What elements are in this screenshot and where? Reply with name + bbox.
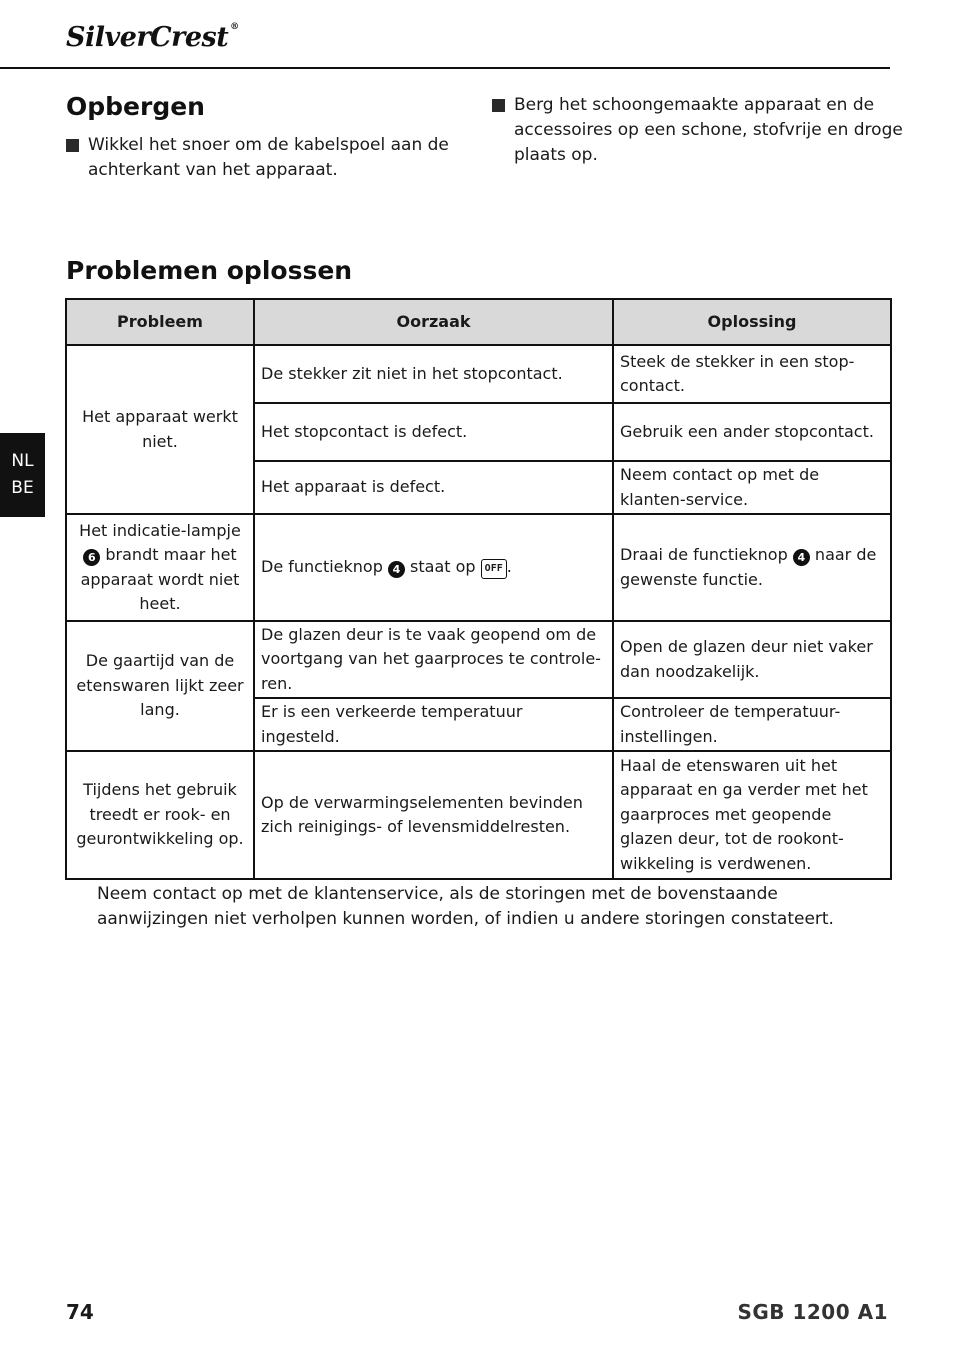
page-number: 74 [66,1300,94,1324]
troubleshooting-note: Neem contact op met de klantenservice, als de storingen met de bovenstaande aanwijzingen niet verholpen kunnen worden, of indien u andere storingen constateert. [97,884,834,929]
table-row [66,751,891,879]
language-tab [0,433,45,517]
problem-cell: Het apparaat werkt niet. [66,345,254,514]
function-knob-number-icon: 4 [388,561,405,578]
column-header-cause: Oorzaak [254,299,613,345]
table-row [66,621,891,698]
trademark-symbol: ® [230,22,239,32]
solution-cell: Steek de stekker in een stop-contact. [613,345,891,403]
solution-cell: Gebruik een ander stopcontact. [613,403,891,461]
solution-cell: Draai de functieknop 4 naar de gewenste functie. [613,514,891,621]
model-number: SGB 1200 A1 [737,1300,888,1324]
solution-cell: Open de glazen deur niet vaker dan noodzakelijk. [613,621,891,698]
storage-bullet-2: Berg het schoongemaakte apparaat en de accessoires op een schone, stofvrije en droge plaats op. [492,93,904,168]
table-header-row [66,299,891,345]
cause-cell: De stekker zit niet in het stopcontact. [254,345,613,403]
storage-bullet-1: Wikkel het snoer om de kabelspoel aan de achterkant van het apparaat. [66,133,458,183]
cause-cell: Op de verwarmingselementen bevinden zich reinigings- of levensmiddelresten. [254,751,613,879]
table-row [66,514,891,621]
cause-cell: De functieknop 4 staat op OFF . [254,514,613,621]
column-header-solution: Oplossing [613,299,891,345]
brand-logo: SilverCrest ® [66,22,239,53]
troubleshooting-table [65,298,892,880]
cause-cell: Het stopcontact is defect. [254,403,613,461]
column-header-problem: Probleem [66,299,254,345]
language-code-nl: NL [11,451,34,471]
solution-cell: Neem contact op met de klanten-service. [613,461,891,514]
problem-cell: Tijdens het gebruik treedt er rook- en geurontwikkeling op. [66,751,254,879]
off-setting-icon: OFF [481,559,507,579]
cause-cell: Het apparaat is defect. [254,461,613,514]
indicator-lamp-number-icon: 6 [83,549,100,566]
function-knob-number-icon: 4 [793,549,810,566]
solution-cell: Controleer de temperatuur-instellingen. [613,698,891,751]
bullet-square-icon [492,99,505,112]
language-code-be: BE [11,478,34,498]
section-title-troubleshooting: Problemen oplossen [66,256,353,285]
problem-cell: Het indicatie-lampje 6 brandt maar het apparaat wordt niet heet. [66,514,254,621]
cause-cell: Er is een verkeerde temperatuur ingesteld. [254,698,613,751]
bullet-square-icon [66,139,79,152]
header-rule [0,67,890,69]
section-title-storage: Opbergen [66,92,205,121]
problem-cell: De gaartijd van de etenswaren lijkt zeer lang. [66,621,254,751]
solution-cell: Haal de etenswaren uit het apparaat en ga verder met het gaarproces met geopende glazen deur, tot de rookont-wikkeling is verdwenen. [613,751,891,879]
cause-cell: De glazen deur is te vaak geopend om de voortgang van het gaarproces te controle-ren. [254,621,613,698]
table-row [66,345,891,403]
